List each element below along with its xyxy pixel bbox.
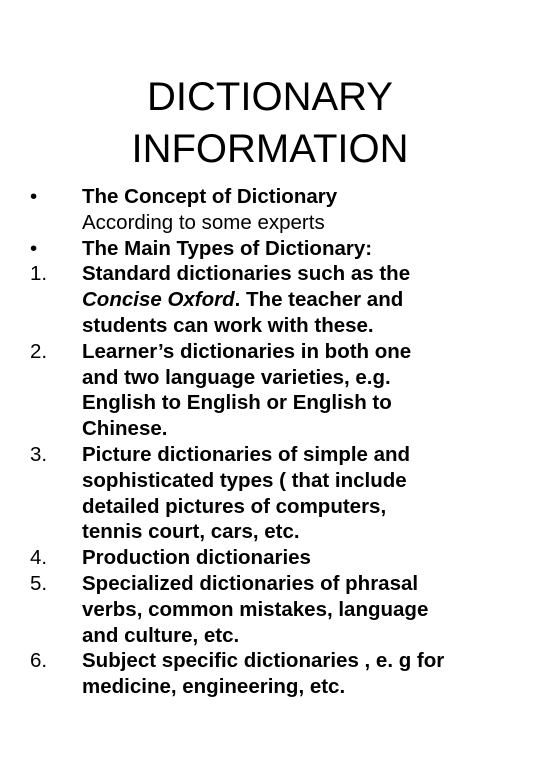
- list-item-line: The Concept of Dictionary: [82, 185, 338, 208]
- list-item-line: verbs, common mistakes, language: [82, 597, 429, 621]
- number-marker: 3.: [30, 442, 48, 466]
- list-item-production: [24, 545, 524, 571]
- list-item-text: [82, 184, 524, 236]
- list-item-specialized: [24, 571, 524, 648]
- number-marker: 4.: [30, 546, 48, 570]
- list-item-picture: [24, 442, 524, 545]
- list-item-line: The Main Types of Dictionary:: [82, 236, 373, 260]
- list-item-line: and culture, etc.: [82, 623, 240, 647]
- list-item-subject-specific: [24, 648, 524, 700]
- list-item-line: Learner’s dictionaries in both one: [82, 339, 412, 363]
- number-marker: 5.: [30, 571, 48, 595]
- list-item-concept: [24, 184, 524, 236]
- list-item-line: Chinese.: [82, 417, 168, 441]
- list-item-line: English to English or English to: [82, 391, 392, 415]
- list-item-line: Picture dictionaries of simple and: [82, 442, 411, 466]
- list-item-text: [82, 236, 524, 262]
- number-marker: 2.: [30, 339, 48, 363]
- slide-title: [0, 71, 540, 175]
- italic-title: Concise Oxford: [82, 288, 235, 312]
- list-item-text: [82, 571, 524, 648]
- slide-title-line-2: INFORMATION: [131, 126, 409, 171]
- list-item-line: According to some experts: [82, 210, 325, 234]
- list-item-text: [82, 442, 524, 545]
- number-marker: 1.: [30, 262, 48, 286]
- list-item-line: Standard dictionaries such as the: [82, 262, 411, 286]
- list-item-line: Subject specific dictionaries , e. g for: [82, 649, 445, 673]
- list-item-line: tennis court, cars, etc.: [82, 520, 300, 544]
- bullet-marker: •: [30, 185, 38, 208]
- list-item-text: [82, 339, 524, 442]
- list-item-learners: [24, 339, 524, 442]
- list-item-line: [82, 287, 524, 313]
- list-item-line: Specialized dictionaries of phrasal: [82, 571, 419, 595]
- slide-title-line-1: DICTIONARY: [147, 74, 393, 119]
- bullet-list: [24, 184, 524, 700]
- list-item-text: [82, 545, 524, 571]
- list-item-main-types: [24, 236, 524, 262]
- bullet-marker: •: [30, 236, 38, 260]
- list-item-line: detailed pictures of computers,: [82, 494, 387, 518]
- list-item-text: [82, 261, 524, 338]
- list-item-standard: [24, 261, 524, 338]
- number-marker: 6.: [30, 649, 48, 673]
- list-item-line: and two language varieties, e.g.: [82, 365, 391, 389]
- list-item-line-rest: . The teacher and: [234, 288, 404, 312]
- list-item-line: Production dictionaries: [82, 546, 311, 570]
- list-item-text: [82, 648, 524, 700]
- list-item-line: medicine, engineering, etc.: [82, 675, 346, 699]
- list-item-line: sophisticated types ( that include: [82, 468, 407, 492]
- list-item-line: students can work with these.: [82, 313, 374, 337]
